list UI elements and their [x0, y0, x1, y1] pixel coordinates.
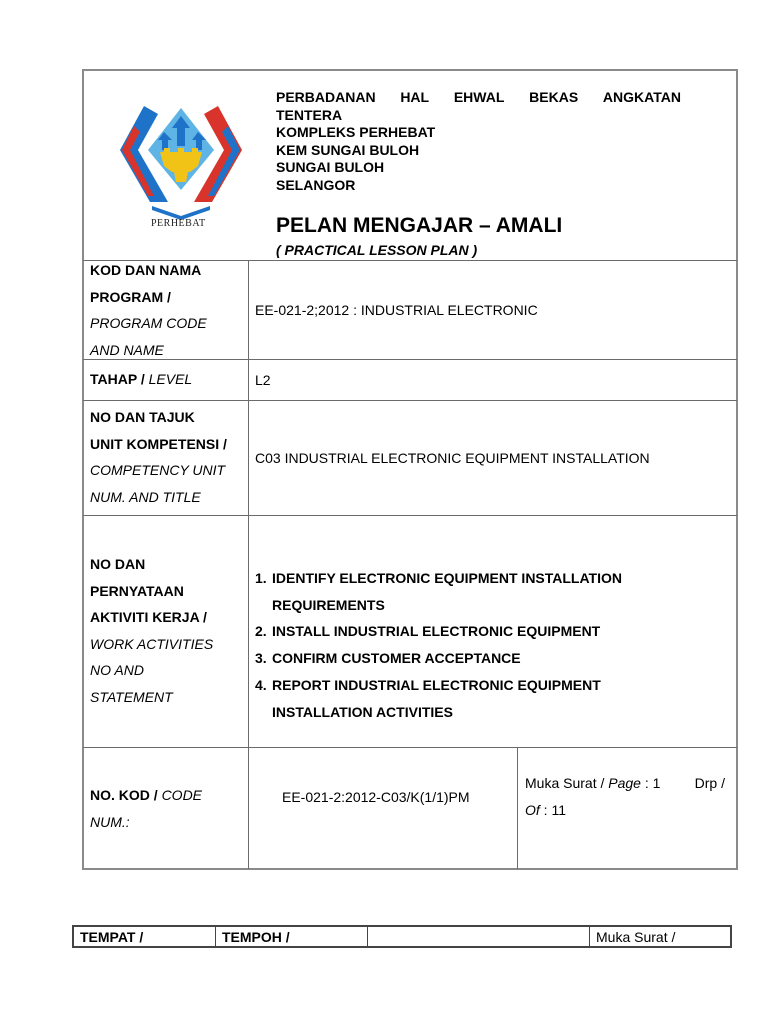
org-word: EHWAL — [453, 89, 505, 105]
code-value: EE-021-2:2012-C03/K(1/1)PM — [282, 789, 470, 805]
competency-label: NO DAN TAJUK UNIT KOMPETENSI / COMPETENCY UNIT NUM. AND TITLE — [90, 409, 227, 505]
level-value: L2 — [255, 372, 271, 388]
list-item: 4. REPORT INDUSTRIAL ELECTRONIC EQUIPMENT — [255, 676, 601, 693]
page-cell: Muka Surat / — [596, 929, 676, 945]
list-item-continued: INSTALLATION ACTIVITIES — [272, 703, 453, 720]
program-value: EE-021-2;2012 : INDUSTRIAL ELECTRONIC — [255, 302, 538, 318]
org-line: SELANGOR — [276, 176, 356, 193]
duration-cell: TEMPOH / — [216, 927, 368, 946]
organization-address — [276, 89, 681, 194]
org-line: KOMPLEKS PERHEBAT — [276, 124, 436, 140]
list-item: 3. CONFIRM CUSTOMER ACCEPTANCE — [255, 650, 521, 667]
place-cell: TEMPAT / — [74, 927, 216, 946]
perhebat-logo-icon — [114, 98, 248, 234]
activities-label: NO DAN PERNYATAAN AKTIVITI KERJA / WORK ACTIVITIES NO AND STATEMENT — [90, 556, 214, 705]
list-item: 1. IDENTIFY ELECTRONIC EQUIPMENT INSTALLATION — [255, 570, 622, 586]
competency-value: C03 INDUSTRIAL ELECTRONIC EQUIPMENT INSTALLATION — [255, 450, 650, 466]
row-divider — [83, 747, 737, 748]
org-line: SUNGAI BULOH — [276, 159, 385, 175]
logo-caption: PERHEBAT — [151, 218, 206, 229]
list-item: 2. INSTALL INDUSTRIAL ELECTRONIC EQUIPMENT — [255, 623, 601, 640]
org-word: PERBADANAN — [276, 89, 376, 105]
document-subtitle: ( PRACTICAL LESSON PLAN ) — [276, 242, 478, 258]
org-line: TENTERA — [276, 106, 343, 123]
document-title: PELAN MENGAJAR – AMALI — [276, 214, 563, 237]
org-line: KEM SUNGAI BULOH — [276, 141, 420, 158]
next-page-header-table — [72, 925, 732, 948]
column-divider — [517, 747, 518, 869]
level-label: TAHAP / LEVEL — [90, 371, 193, 387]
column-divider — [248, 260, 249, 869]
org-word: BEKAS — [529, 89, 579, 105]
list-item-continued: REQUIREMENTS — [272, 596, 385, 613]
row-divider — [83, 515, 737, 516]
code-label: NO. KOD / CODE NUM.: — [90, 787, 203, 830]
work-activities-list — [255, 565, 622, 725]
blank-cell — [368, 927, 590, 946]
org-name-line — [276, 89, 681, 107]
page-info: Muka Surat / Page : 1 Drp / Of : 11 — [525, 775, 725, 818]
program-label: KOD DAN NAMA PROGRAM / PROGRAM CODE AND NAME — [90, 262, 207, 358]
row-divider — [83, 400, 737, 401]
org-word: ANGKATAN — [602, 89, 681, 105]
org-word: HAL — [400, 89, 430, 105]
